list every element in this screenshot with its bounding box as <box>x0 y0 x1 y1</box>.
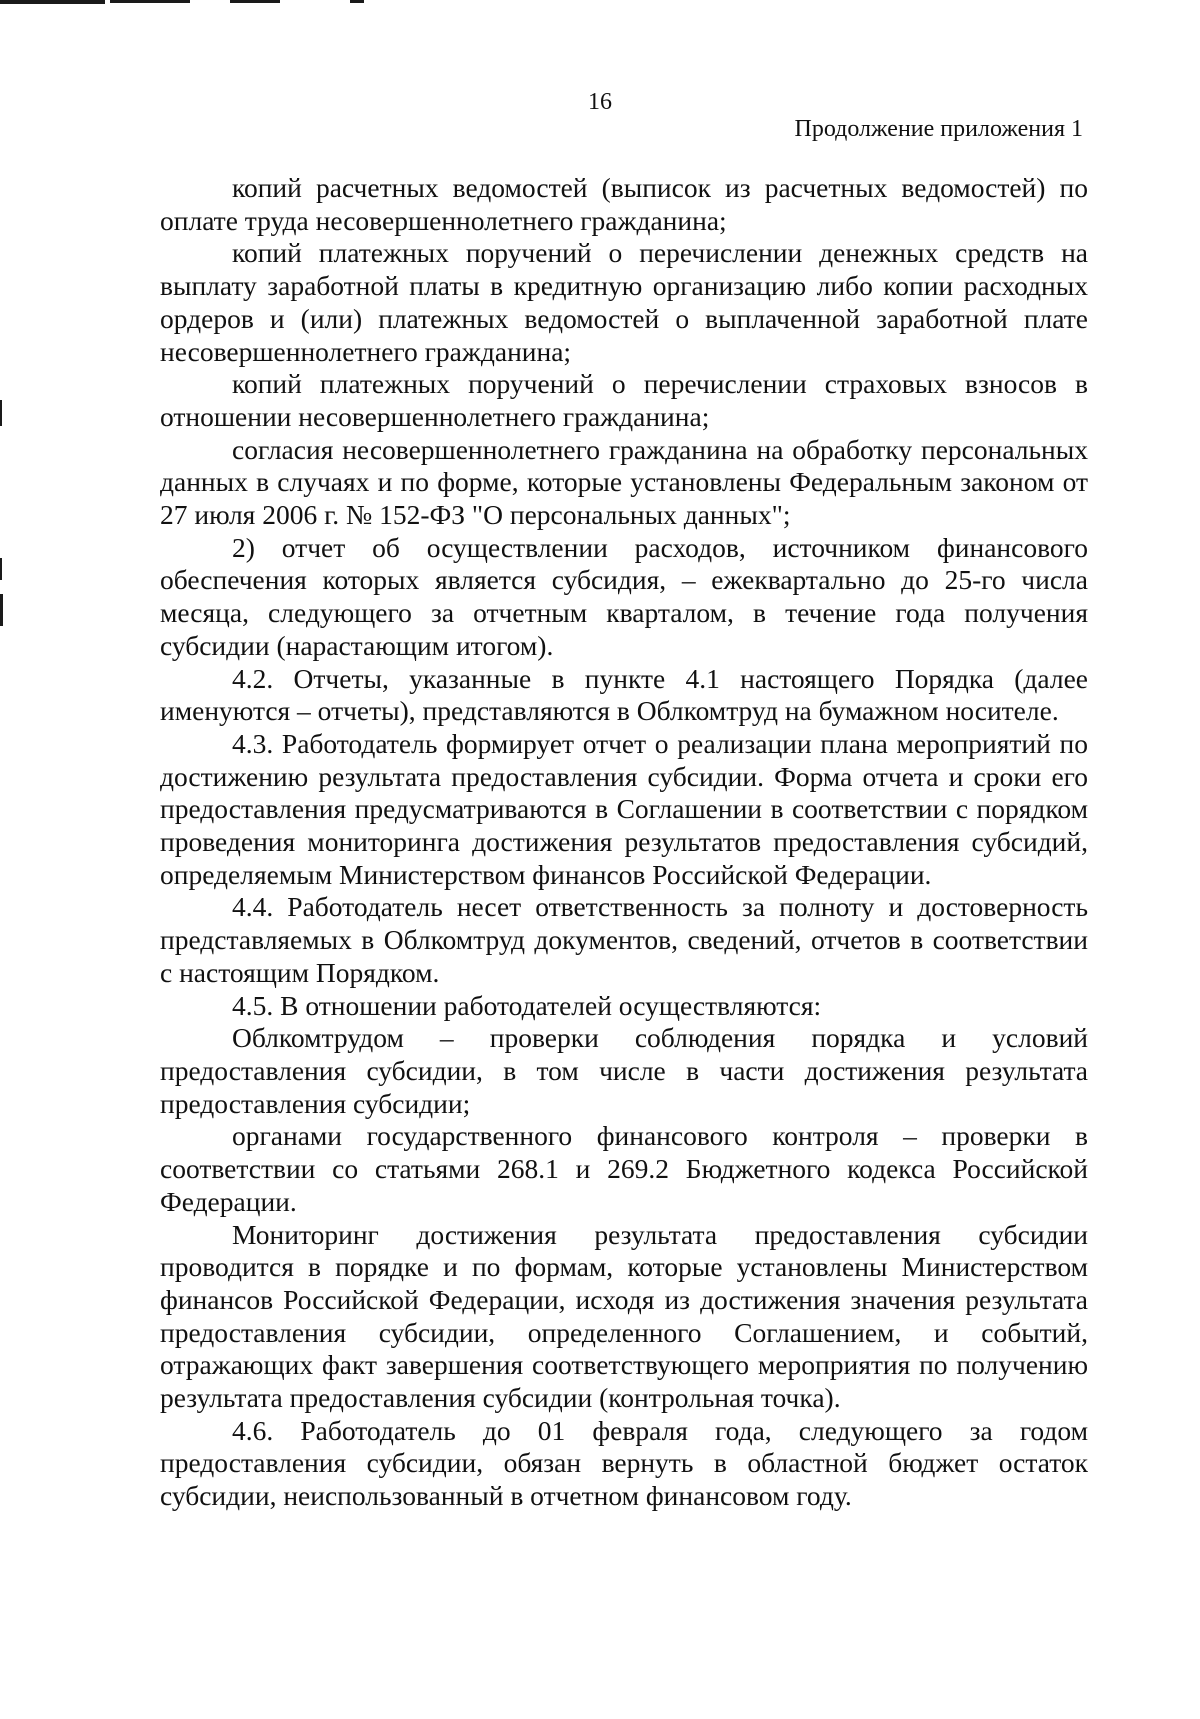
paragraph: Мониторинг достижения результата предоставления субсидии проводится в порядке и по формам, которые установлены Министерством финансов Российской Федерации, исходя из достижения значения результата предоставления субсидии, определенного Соглашением, и событий, отражающих факт завершения соответствующего мероприятия по получению результата предоставления субсидии (контрольная точка). <box>160 1218 1088 1414</box>
paragraph: 4.3. Работодатель формирует отчет о реализации плана мероприятий по достижению результата предоставления субсидии. Форма отчета и сроки его предоставления предусматриваются в Соглашении в соответствии с порядком проведения мониторинга достижения результатов предоставления субсидий, определяемым Министерством финансов Российской Федерации. <box>160 727 1088 890</box>
paragraph: 2) отчет об осуществлении расходов, источником финансового обеспечения которых является субсидия, – ежеквартально до 25-го числа месяца, следующего за отчетным кварталом, в течение года получения субсидии (нарастающим итогом). <box>160 531 1088 661</box>
page-number: 16 <box>588 89 612 115</box>
paragraph: согласия несовершеннолетнего гражданина на обработку персональных данных в случаях и по форме, которые установлены Федеральным законом от 27 июля 2006 г. № 152-ФЗ "О персональных данных"; <box>160 433 1088 531</box>
paragraph: 4.5. В отношении работодателей осуществляются: <box>232 989 822 1021</box>
paragraph: 4.2. Отчеты, указанные в пункте 4.1 настоящего Порядка (далее именуются – отчеты), представляются в Облкомтруд на бумажном носителе. <box>160 662 1088 727</box>
paragraph: копий расчетных ведомостей (выписок из расчетных ведомостей) по оплате труда несовершеннолетнего гражданина; <box>160 172 1088 236</box>
paragraph: 4.4. Работодатель несет ответственность за полноту и достоверность представляемых в Облкомтруд документов, сведений, отчетов в соответствии с настоящим Порядком. <box>160 891 1088 988</box>
scan-mark-top <box>230 0 280 3</box>
document-body <box>160 172 1088 1513</box>
scan-mark-left <box>0 400 2 426</box>
scan-mark-left <box>0 594 3 626</box>
scan-mark-left <box>0 558 2 580</box>
scan-mark-top <box>0 0 105 4</box>
paragraph: копий платежных поручений о перечислении страховых взносов в отношении несовершеннолетнего гражданина; <box>160 368 1088 432</box>
scan-mark-top <box>110 0 190 3</box>
appendix-continuation-note: Продолжение приложения 1 <box>794 116 1083 142</box>
paragraph: Облкомтрудом – проверки соблюдения порядка и условий предоставления субсидии, в том числе в части достижения результата предоставления субсидии; <box>160 1022 1088 1119</box>
scan-mark-top <box>350 0 364 3</box>
paragraph: органами государственного финансового контроля – проверки в соответствии со статьями 268.1 и 269.2 Бюджетного кодекса Российской Федерации. <box>160 1120 1088 1217</box>
paragraph: 4.6. Работодатель до 01 февраля года, следующего за годом предоставления субсидии, обязан вернуть в областной бюджет остаток субсидии, неиспользованный в отчетном финансовом году. <box>160 1414 1088 1512</box>
paragraph: копий платежных поручений о перечислении денежных средств на выплату заработной платы в кредитную организацию либо копии расходных ордеров и (или) платежных ведомостей о выплаченной заработной плате несовершеннолетнего гражданина; <box>160 237 1088 367</box>
